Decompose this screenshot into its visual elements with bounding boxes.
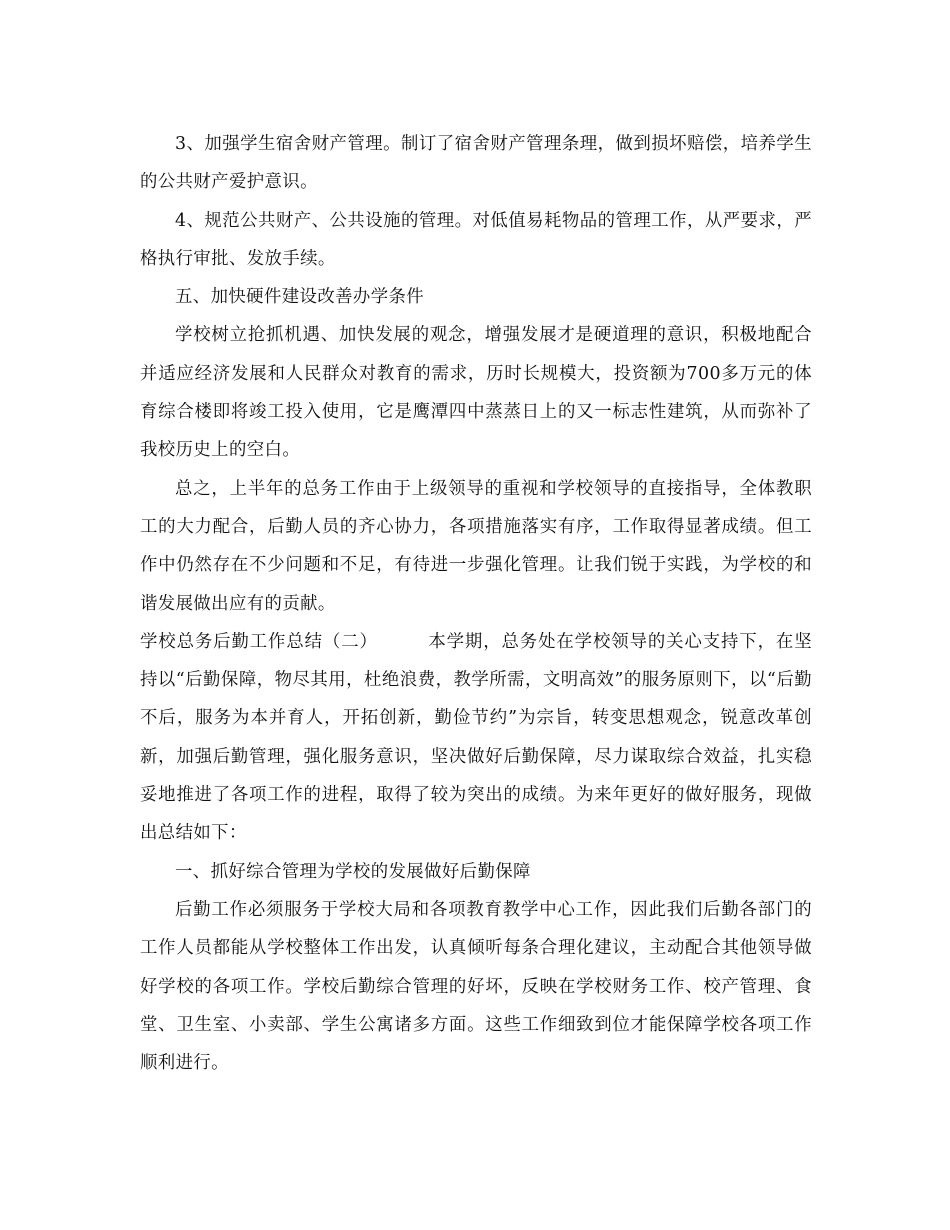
paragraph-sports-building: 学校树立抢抓机遇、加快发展的观念，增强发展才是硬道理的意识，积极地配合并适应经济发展和人民群众对教育的需求，历时长规模大，投资额为700多万元的体育综合楼即将竣工投入使用，它是鹰潭四中蒸蒸日上的又一标志性建筑，从而弥补了我校历史上的空白。 xyxy=(140,325,812,461)
paragraph-summary: 总之，上半年的总务工作由于上级领导的重视和学校领导的直接指导，全体教职工的大力配合，后勤人员的齐心协力，各项措施落实有序，工作取得显著成绩。但工作中仍然存在不少问题和不足，有待进一步强化管理。让我们锐于实践，为学校的和谐发展做出应有的贡献。 xyxy=(140,478,812,614)
heading-comprehensive-management: 一、抓好综合管理为学校的发展做好后勤保障 xyxy=(175,861,531,882)
section-two-intro xyxy=(140,623,812,853)
paragraph-logistics-work: 后勤工作必须服务于学校大局和各项教育教学中心工作，因此我们后勤各部门的工作人员都能从学校整体工作出发，认真倾听每条合理化建议，主动配合其他领导做好学校的各项工作。学校后勤综合管理的好坏，反映在学校财务工作、校产管理、食堂、卫生室、小卖部、学生公寓诸多方面。这些工作细致到位才能保障学校各项工作顺利进行。 xyxy=(140,899,812,1074)
paragraph-dorm-property: 3、加强学生宿舍财产管理。制订了宿舍财产管理条理，做到损坏赔偿，培养学生的公共财产爱护意识。 xyxy=(140,134,812,193)
section-title: 学校总务后勤工作总结（二） xyxy=(140,631,378,652)
document-body xyxy=(140,125,812,1082)
section-intro-text: 本学期，总务处在学校领导的关心支持下，在坚持以“后勤保障，物尽其用，杜绝浪费，教学所需，文明高效”的服务原则下，以“后勤不后，服务为本并育人，开拓创新，勤俭节约”为宗旨，转变思想观念，锐意改革创新，加强后勤管理，强化服务意识，坚决做好后勤保障，尽力谋取综合效益，扎实稳妥地推进了各项工作的进程，取得了较为突出的成绩。为来年更好的做好服务，现做出总结如下： xyxy=(140,631,813,844)
heading-hardware-construction: 五、加快硬件建设改善办学条件 xyxy=(175,287,425,308)
paragraph-public-property: 4、规范公共财产、公共设施的管理。对低值易耗物品的管理工作，从严要求，严格执行审批、发放手续。 xyxy=(140,210,812,269)
